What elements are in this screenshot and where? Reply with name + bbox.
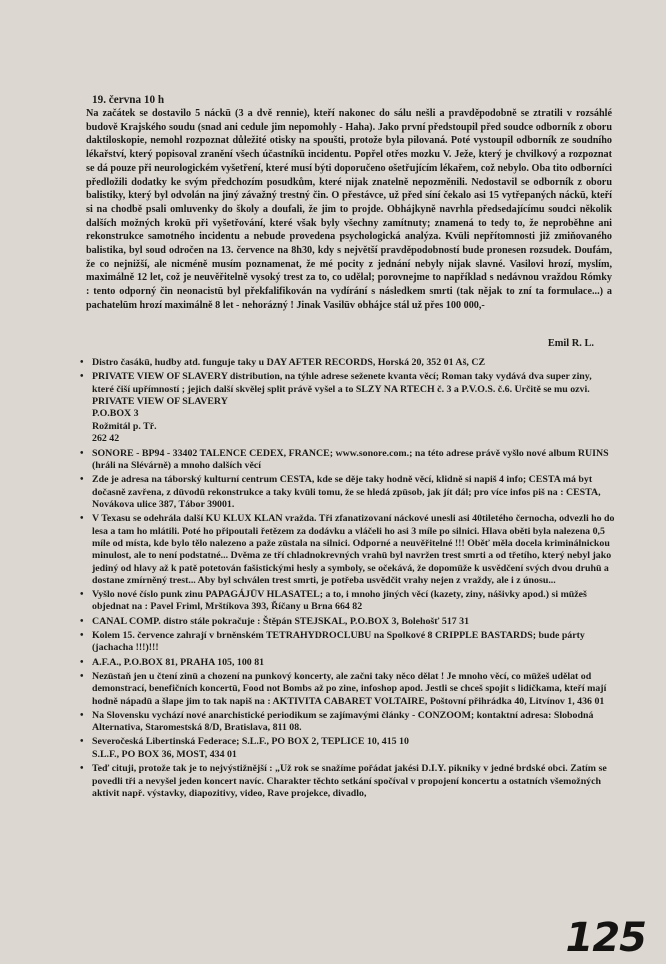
- list-item-text: Na Slovensku vychází nové anarchistické periodikum se zajímavými články - CONZOOM; kontaktní adresa: Slobodná Alternativa, Staromestská 8/D, Bratislava, 811 08.: [92, 709, 594, 734]
- list-item: [80, 710, 616, 735]
- list-item: [80, 736, 616, 761]
- address-line: 262 42: [92, 433, 120, 445]
- bullet-icon: •: [80, 656, 84, 668]
- list-item: [80, 513, 616, 587]
- list-item: [80, 630, 616, 655]
- list-item-text: A.F.A., P.O.BOX 81, PRAHA 105, 100 81: [92, 656, 265, 668]
- address-line: Rožmitál p. Tř.: [92, 420, 157, 432]
- address-line: S.L.F., PO BOX 36, MOST, 434 01: [92, 748, 237, 760]
- list-item-text: Kolem 15. července zahrají v brněnském TETRAHYDROCLUBU na Spolkové 8 CRIPPLE BASTARDS; bude párty (jachacha !!!)!!!: [92, 630, 585, 654]
- address-line: PRIVATE VIEW OF SLAVERY: [92, 395, 228, 407]
- entry-date: 19. června 10 h: [92, 94, 165, 106]
- bullet-icon: •: [80, 763, 84, 775]
- court-report-paragraph: Na začátek se dostavilo 5 náckū (3 a dvě rennie), kteří nakonec do sálu nešli a pravděpodobně se ztratili v rozsáhlé budově Krajského soudu (snad ani cedule jim nepomohly - Haha). Jako první předstoupil před soudce odborník z oboru daktiloskopie, nemohl rozpoznat důležité otisky na spoušti, protože byla pilovaná. Poté vystoupil odborník ze soudního lékařství, který popisoval zranění všech účastníkū incidentu. Popřel otřes mozku V. Ježe, který je chvilkový a rozpoznat se dá pouze při neurologickém vyšetření, které musí býti doporučeno ošetřujícím lékařem, což nebylo. Oba tito odborníci předložili dodatky ke svým předchozím posudkům, které nijak znatelně nepozměnili. Nedostavil se odborník z oboru balistiky, který byl odvolán na jiný závažný trestný čin. O přestávce, už před síní čekalo asi 15 vytřepaných náckū, kteří si na chodbě psali omluvenky do školy a doufali, že jim to projde. Obhájkyně navrhla předsedajícímu soudci několik dalších možných krokū při vyšetřování, které však byly všechny zamítnuty; znamená to tedy to, že neproběhne ani rekonstrukce samotného incidentu a nebude provedena psychologická analýza. Kvūli nepřítomnosti již zmiňovaného balistika, byl soud odročen na 13. července na 8h30, kdy s největší pravděpodobností bude pronesen rozsudek. Doufám, že co nejnižší, ale nicméně musím poznamenat, že mé pocity z jednání nebyly nijak slavné. Vasilovi hrozí, myslím, maximálně 12 let, což je neuvěřitelně vysoký trest za to, co udělal; porovnejme to například s nedávnou vraždou Rómky : tento odporný čin neonacistū byl překfalifikován na vydírání s následkem smrti (tak nějak to zní ta formulace...) a pachatelūm hrozí maximálně 8 let - nehorázný ! Jinak Vasilūv obhájce stál už přes 100 000,-: [86, 108, 612, 311]
- list-item-text: PRIVATE VIEW OF SLAVERY distribution, na týhle adrese seženete kvanta věcí; Roman taky vydává dva super ziny, které čiší upřímností ; jejich další skvělej split právě vyšel a to SLZY NA RTECH č. 3 a P.V.O.S. č.6. Určitě se mu ozvi.: [92, 371, 592, 395]
- address-line: P.O.BOX 3: [92, 408, 139, 420]
- bullet-icon: •: [80, 630, 84, 642]
- bullet-icon: •: [80, 513, 84, 525]
- list-item: [80, 448, 616, 473]
- bullet-icon: •: [80, 357, 84, 368]
- bullet-icon: •: [80, 670, 84, 682]
- list-item: [80, 671, 616, 708]
- author-signature: Emil R. L.: [547, 338, 594, 349]
- announcement-list: [80, 357, 616, 802]
- bullet-icon: •: [80, 589, 84, 601]
- bullet-icon: •: [80, 709, 84, 721]
- list-item: [80, 371, 616, 446]
- list-item: [80, 357, 616, 369]
- bullet-icon: •: [80, 615, 84, 627]
- bullet-icon: •: [80, 736, 84, 748]
- list-item-text: V Texasu se odehrála další KU KLUX KLAN vražda. Tři zfanatizovaní náckové unesli asi 40tiletého černocha, odvezli ho do lesa a tam ho mlátili. Poté ho připoutali řetězem za dodávku a vláčeli ho asi 3 míle po silnici. Hlava oběti byla nalezena 0,5 míle od místa, kde bylo tělo nalezeno a paže zūstala na silnici. Odporné a neuvěřitelné !!! Oběť měla docela kriminálnickou minulost, ale to není podstatné... Dvěma ze tří chladnokrevných vrahū byl navržen trest smrti a od třetího, který nebyl jako jediný od hlavy až k patě potetován fašistickými hesly a symboly, se očekává, že dopomūže k usvědčení svých dvou druhū a dostane zmírněný trest... Aby byl schválen trest smrti, je potřeba usvědčit vrahy nejen z vraždy, ale i z únosu...: [92, 513, 615, 586]
- list-item: [80, 474, 616, 511]
- list-item-text: Teď cituji, protože tak je to nejvýstižnější : „Už rok se snažíme pořádat jakési D.I.Y. pikniky v jedné brdské obci. Zatím se povedli tři a nevyšel jeden koncert navíc. Charakter těchto setkání spočíval v propojení koncertu a ostatních všemožných aktivit např. výstavky, diapozitivy, video, Rave projekce, divadlo,: [92, 763, 607, 799]
- list-item-text: Severočeská Libertinská Federace; S.L.F., PO BOX 2, TEPLICE 10, 415 10: [92, 736, 409, 748]
- list-item-text: Distro časákū, hudby atd. funguje taky u DAY AFTER RECORDS, Horská 20, 352 01 Aš, CZ: [92, 357, 486, 368]
- list-item: [80, 763, 616, 800]
- bullet-icon: •: [80, 474, 84, 486]
- bullet-icon: •: [80, 447, 84, 459]
- list-item: [80, 589, 616, 614]
- list-item-text: SONORE - BP94 - 33402 TALENCE CEDEX, FRANCE; www.sonore.com.; na této adrese právě vyšlo nové album RUINS (hráli na Slévárně) a mnoho dalších věcí: [92, 447, 609, 472]
- list-item-text: Zde je adresa na táborský kulturní centrum CESTA, kde se děje taky hodně věcí, klidně si napiš 4 info; CESTA má byt dočasně zavřena, z dūvodū rekonstrukce a taky kvūli tomu, že se hledá zpūsob, jak jít dál; pro více infos piš na : CESTA, Novákova ulice 387, Tábor 39001.: [92, 474, 601, 511]
- bullet-icon: •: [80, 371, 84, 383]
- list-item-text: Nezūstaň jen u čtení zinū a chození na punkový koncerty, ale začni taky něco dělat ! Je mnoho věcí, co mūžeš udělat od demonstrací, benefičních koncertū, Food not Bombs až po zine, infoshop apod. Jestli se chceš spojit s lidičkama, kteří mají hodně nápadū a šlape jim to tak napiš na : AKTIVITA CABARET VOLTAIRE, Poštovní přihrádka 40, Litvínov 1, 436 01: [92, 670, 607, 707]
- list-item: [80, 616, 616, 628]
- page-number: 125: [565, 915, 646, 961]
- list-item-text: Vyšlo nové číslo punk zinu PAPAGÁJŪV HLASATEL; a to, i mnoho jiných věcí (kazety, ziny, nášivky apod.) si mūžeš objednat na : Pavel Friml, Mrštíkova 393, Říčany u Brna 664 82: [92, 589, 587, 613]
- list-item-text: CANAL COMP. distro stále pokračuje : Štěpán STEJSKAL, P.O.BOX 3, Bolehošť 517 31: [92, 615, 470, 627]
- list-item: [80, 657, 616, 669]
